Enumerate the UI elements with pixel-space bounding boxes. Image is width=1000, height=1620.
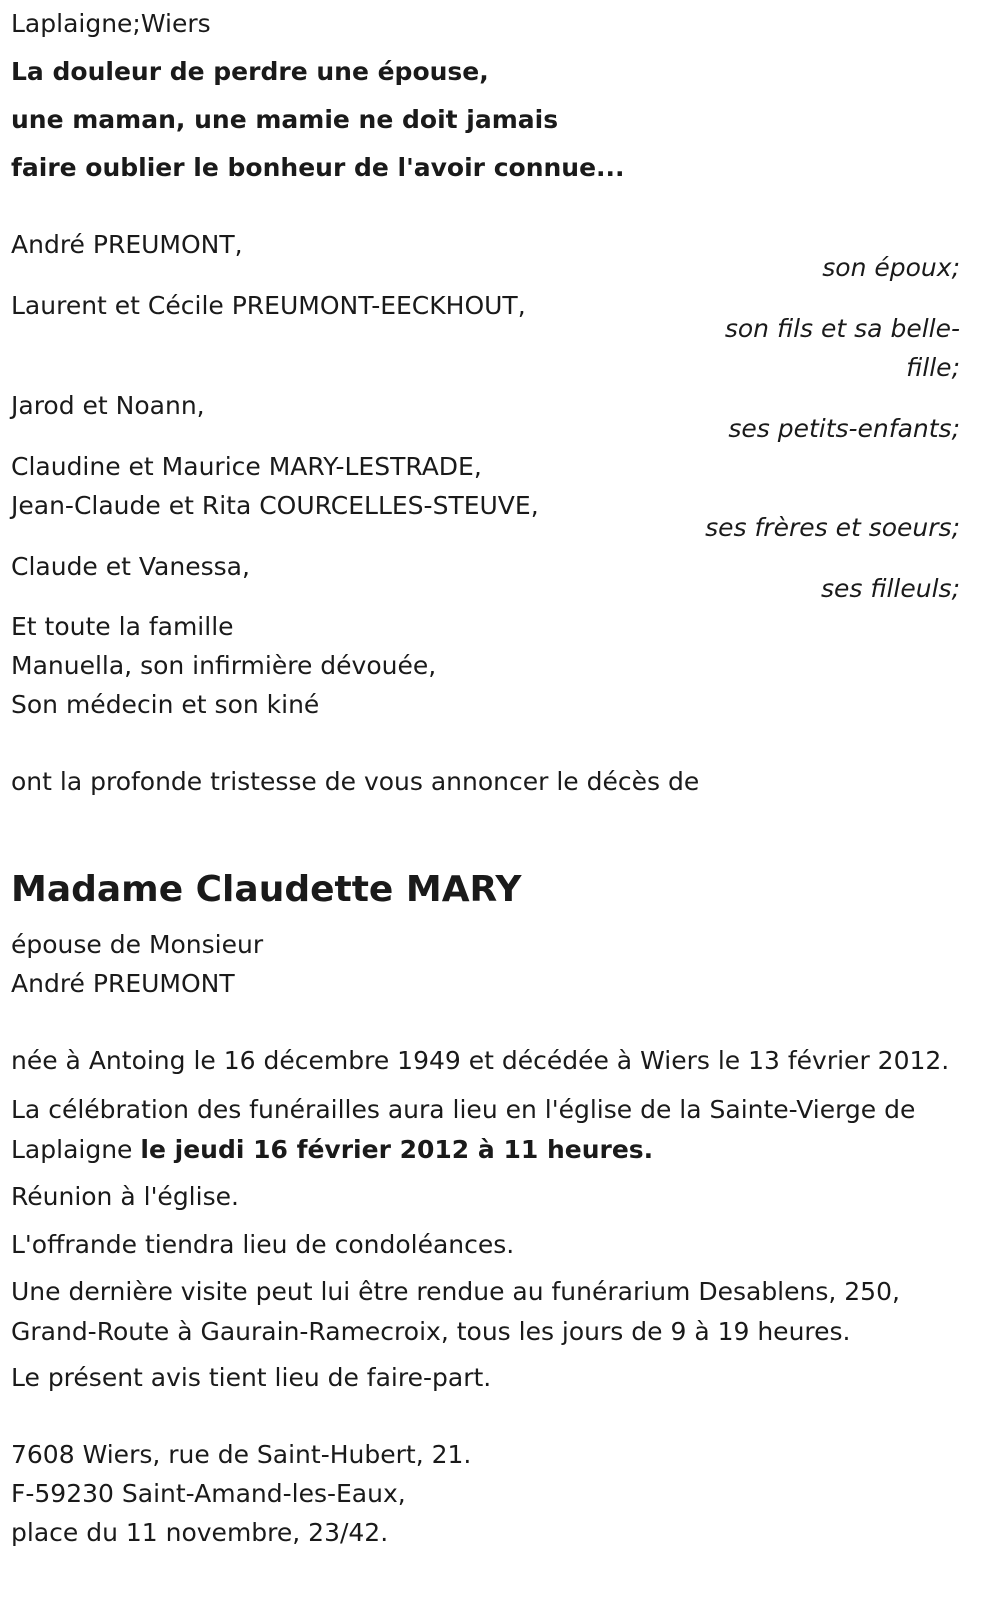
family-member-name: André PREUMONT, <box>11 230 243 259</box>
notice-line: Le présent avis tient lieu de faire-part. <box>11 1363 492 1392</box>
other-family-line: Son médecin et son kiné <box>11 690 320 719</box>
announcement-text: ont la profonde tristesse de vous annoncer le décès de <box>11 767 700 796</box>
quote-line: La douleur de perdre une épouse, <box>11 57 489 86</box>
family-role: ses frères et soeurs; <box>705 513 960 542</box>
family-role: ses petits-enfants; <box>728 414 960 443</box>
deceased-name: Madame Claudette MARY <box>11 869 522 910</box>
funeral-paragraph <box>11 1090 981 1170</box>
family-member-name: Laurent et Cécile PREUMONT-EECKHOUT, <box>11 291 526 320</box>
funeral-text: La célébration des funérailles aura lieu en l'église de la Sainte-Vierge de Laplaigne <box>11 1095 916 1164</box>
spouse-line: André PREUMONT <box>11 969 235 998</box>
meeting-line: Réunion à l'église. <box>11 1182 239 1211</box>
visit-paragraph: Une dernière visite peut lui être rendue au funérarium Desablens, 250, Grand-Route à Gaurain-Ramecroix, tous les jours de 9 à 19 heures. <box>11 1277 900 1346</box>
other-family-line: Et toute la famille <box>11 612 234 641</box>
address-line: 7608 Wiers, rue de Saint-Hubert, 21. <box>11 1440 472 1469</box>
birth-death-line: née à Antoing le 16 décembre 1949 et décédée à Wiers le 13 février 2012. <box>11 1046 950 1075</box>
other-family-line: Manuella, son infirmière dévouée, <box>11 651 437 680</box>
location-heading: Laplaigne;Wiers <box>11 9 211 38</box>
spouse-line: épouse de Monsieur <box>11 930 264 959</box>
family-member-name: Claude et Vanessa, <box>11 552 250 581</box>
family-role: fille; <box>906 353 960 382</box>
family-role: son époux; <box>822 253 960 282</box>
family-member-name: Jean-Claude et Rita COURCELLES-STEUVE, <box>11 491 539 520</box>
funeral-date: le jeudi 16 février 2012 à 11 heures. <box>140 1135 654 1164</box>
family-role: ses filleuls; <box>820 574 960 603</box>
quote-line: faire oublier le bonheur de l'avoir connue... <box>11 153 625 182</box>
quote-line: une maman, une mamie ne doit jamais <box>11 105 559 134</box>
offering-line: L'offrande tiendra lieu de condoléances. <box>11 1230 515 1259</box>
family-member-name: Jarod et Noann, <box>11 391 205 420</box>
family-member-name: Claudine et Maurice MARY-LESTRADE, <box>11 452 482 481</box>
address-line: place du 11 novembre, 23/42. <box>11 1518 389 1547</box>
address-line: F-59230 Saint-Amand-les-Eaux, <box>11 1479 406 1508</box>
family-role: son fils et sa belle- <box>724 314 960 343</box>
